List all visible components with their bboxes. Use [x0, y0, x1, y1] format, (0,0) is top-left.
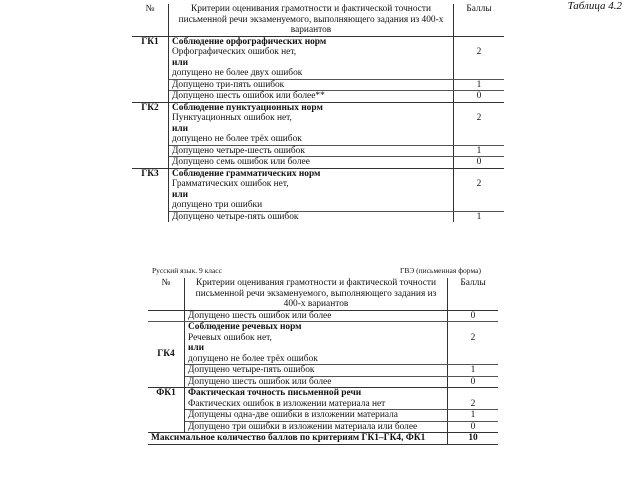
- header-num: №: [132, 4, 169, 36]
- gk4-title: Соблюдение речевых норм: [185, 322, 448, 333]
- gk3-title: Соблюдение грамматических норм: [169, 168, 454, 179]
- table-row: [148, 399, 498, 410]
- gk2-r2: Допущено четыре-шесть ошибок: [169, 145, 454, 157]
- gk3-r2: Допущено четыре-пять ошибок: [169, 211, 454, 222]
- gk2-s2: 1: [454, 145, 505, 157]
- table-row: [148, 388, 498, 399]
- table-row: [148, 421, 498, 433]
- table-row: [148, 310, 498, 322]
- table-row: [132, 211, 504, 222]
- table-row: [148, 322, 498, 333]
- gk4-s3: 0: [470, 376, 476, 387]
- gk2-or: или: [172, 123, 189, 134]
- gk1-r2: Допущено три-пять ошибок: [169, 79, 454, 91]
- table-header-row: [132, 4, 504, 36]
- table-row: [132, 179, 504, 211]
- table-row: [132, 47, 504, 79]
- table-row: [132, 168, 504, 179]
- gk4-code: ГК4: [148, 322, 185, 388]
- table-row: [132, 113, 504, 145]
- gk3-r3: Допущено шесть ошибок или более: [185, 310, 448, 322]
- gk3-s2: 1: [476, 211, 482, 222]
- gk4-or: или: [188, 343, 205, 353]
- total-row: [148, 433, 498, 445]
- gk1-s1: 2: [454, 47, 505, 79]
- gk1-r1: Орфографических ошибок нет,: [172, 47, 297, 57]
- header-points: Баллы: [454, 4, 505, 36]
- table-row: [132, 79, 504, 91]
- total-label: Максимальное количество баллов по критериям ГК1–ГК4, ФК1: [148, 433, 448, 445]
- fk1-title: Фактическая точность письменной речи: [185, 388, 448, 399]
- total-value: 10: [448, 433, 499, 445]
- gk4-r2: Допущено четыре-пять ошибок: [185, 365, 448, 377]
- gk1-or: или: [172, 57, 189, 68]
- fk1-s1: 2: [448, 399, 499, 410]
- gk2-s1: 2: [454, 113, 505, 145]
- fk1-s3: 0: [470, 421, 476, 432]
- header-criteria: Критерии оценивания грамотности и фактической точности письменной речи экзаменуемого, выполняющего задания из 400-х вариантов: [185, 278, 448, 310]
- table-row: [132, 102, 504, 113]
- gk1-title: Соблюдение орфографических норм: [169, 36, 454, 47]
- table-header-row: [148, 278, 498, 310]
- gk2-s3: 0: [476, 157, 482, 167]
- gk1-r3: Допущено шесть ошибок или более**: [169, 91, 454, 103]
- running-header-right: ГВЭ (письменная форма): [400, 266, 481, 275]
- gk1-r1b: допущено не более двух ошибок: [172, 68, 303, 78]
- table-row: [132, 91, 504, 103]
- gk2-r3: Допущено семь ошибок или более: [169, 157, 454, 169]
- fk1-r3: Допущено три ошибки в изложении материала или более: [185, 421, 448, 433]
- gk3-r1: Грамматических ошибок нет,: [172, 179, 289, 189]
- gk2-r1b: допущено не более трёх ошибок: [172, 134, 302, 144]
- table-row: [148, 376, 498, 388]
- table-row: [132, 36, 504, 47]
- gk3-s3: 0: [448, 310, 499, 322]
- table-row: [132, 145, 504, 157]
- gk3-or: или: [172, 189, 189, 200]
- table-row: [148, 365, 498, 377]
- table-caption: Таблица 4.2: [567, 0, 622, 12]
- gk1-s3: 0: [476, 91, 482, 101]
- gk4-s2: 1: [448, 365, 499, 377]
- fk1-r2: Допущены одна-две ошибки в изложении материала: [185, 410, 448, 422]
- gk4-r3: Допущено шесть ошибок или более: [185, 376, 448, 388]
- fk1-code: ФК1: [148, 388, 185, 433]
- table-row: [132, 157, 504, 169]
- gk3-s1: 2: [454, 179, 505, 211]
- gk4-r1b: допущено не более трёх ошибок: [188, 353, 318, 364]
- fk1-r1: Фактических ошибок в изложении материала нет: [185, 399, 448, 410]
- table-row: [148, 410, 498, 422]
- running-header-left: Русский язык. 9 класс: [152, 266, 222, 275]
- gk3-r1b: допущено три ошибки: [172, 200, 263, 210]
- criteria-table-part2: [148, 278, 498, 445]
- gk2-r1: Пунктуационных ошибок нет,: [172, 113, 292, 123]
- header-num: №: [148, 278, 185, 310]
- gk3-code: ГК3: [132, 168, 169, 222]
- table-row: [148, 333, 498, 365]
- gk4-s1: 2: [448, 333, 499, 365]
- gk1-s2: 1: [454, 79, 505, 91]
- header-criteria: Критерии оценивания грамотности и фактической точности письменной речи экзаменуемого, выполняющего задания из 400-х вариантов: [169, 4, 454, 36]
- gk4-r1: Речевых ошибок нет,: [188, 332, 272, 343]
- gk2-title: Соблюдение пунктуационных норм: [169, 102, 454, 113]
- criteria-table-part1: [132, 4, 504, 222]
- gk2-code: ГК2: [132, 102, 169, 168]
- gk1-code: ГК1: [132, 36, 169, 102]
- header-points: Баллы: [448, 278, 499, 310]
- fk1-s2: 1: [448, 410, 499, 422]
